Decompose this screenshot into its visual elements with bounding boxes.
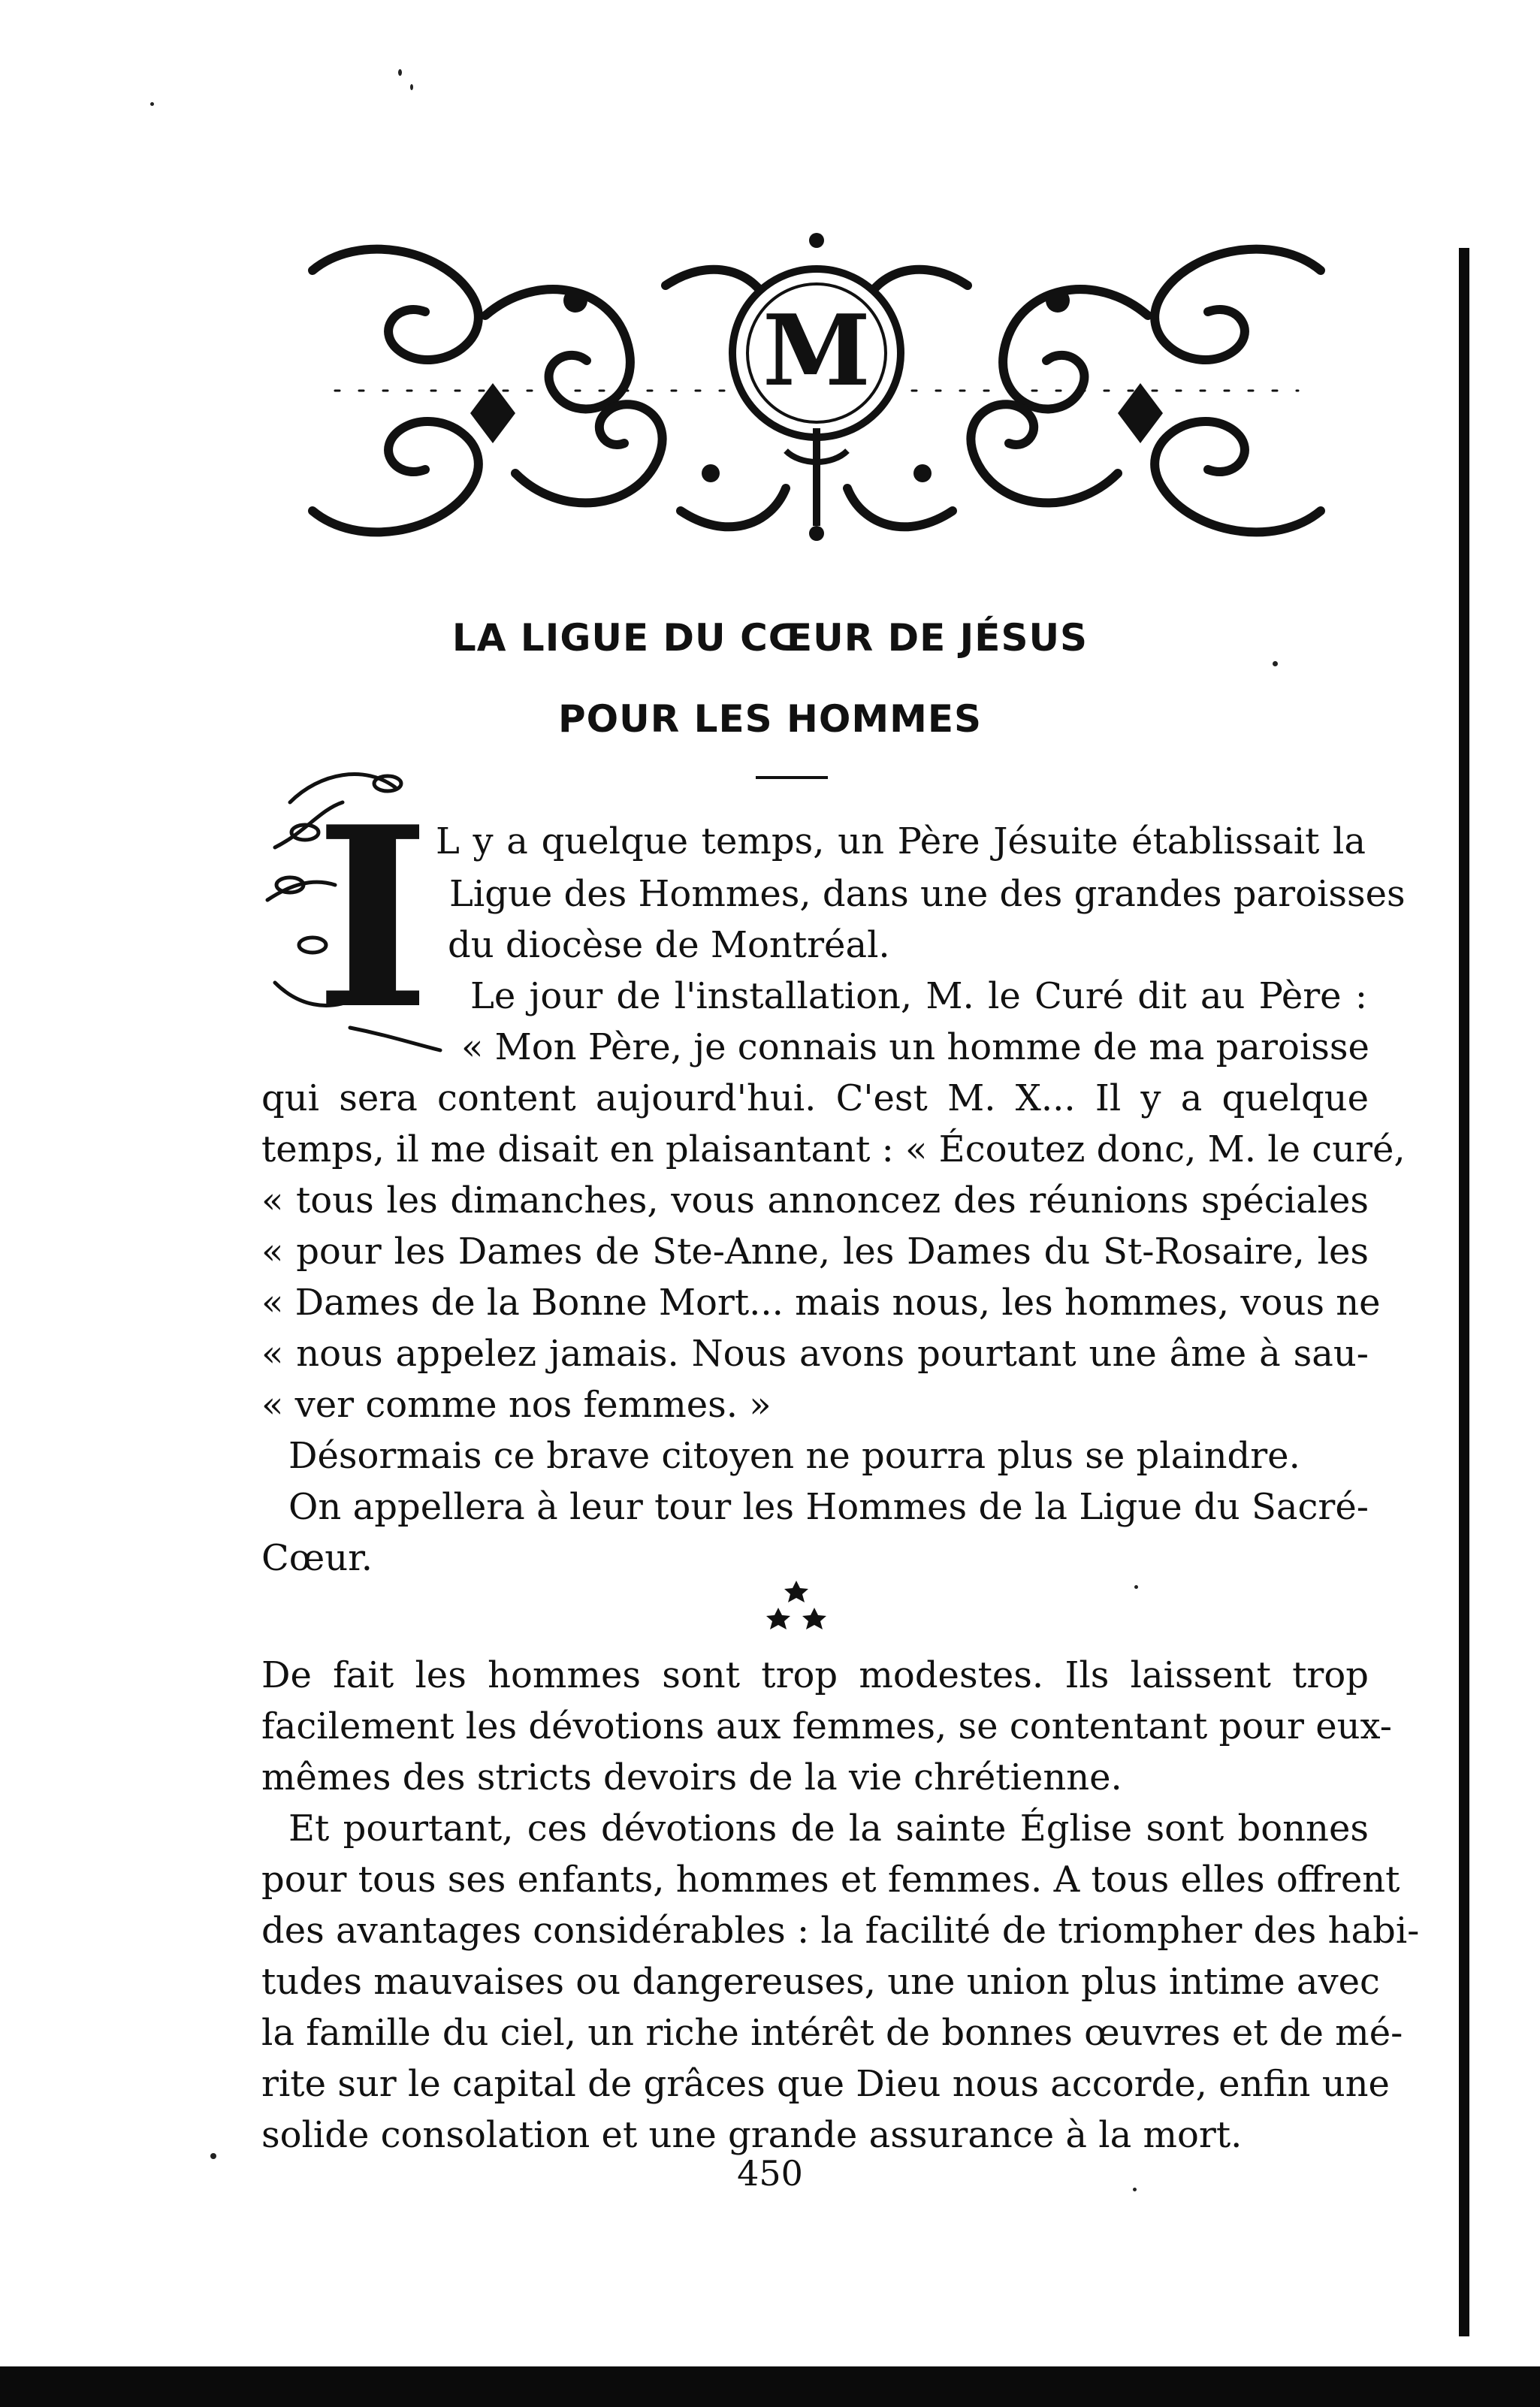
text-line: qui sera content aujourd'hui. C'est M. X... Il y a quelque — [261, 1077, 1369, 1119]
chapter-title-line2: POUR LES HOMMES — [557, 697, 983, 741]
text-line: « Dames de la Bonne Mort... mais nous, les hommes, vous ne — [261, 1282, 1381, 1324]
scan-speck — [410, 84, 413, 90]
text-line: « pour les Dames de Ste-Anne, les Dames du St-Rosaire, les — [261, 1231, 1369, 1273]
text-line: tudes mauvaises ou dangereuses, une union plus intime avec — [261, 1961, 1380, 2003]
text-line: pour tous ses enfants, hommes et femmes. A tous elles offrent — [261, 1859, 1400, 1901]
text-line: L y a quelque temps, un Père Jésuite établissait la — [436, 820, 1366, 862]
text-line: temps, il me disait en plaisantant : « Écoutez donc, M. le curé, — [261, 1128, 1406, 1170]
text-line: « Mon Père, je connais un homme de ma paroisse — [461, 1026, 1369, 1068]
text-line: du diocèse de Montréal. — [448, 924, 890, 966]
text-line: On appellera à leur tour les Hommes de la Ligue du Sacré- — [288, 1486, 1369, 1528]
scan-speck — [1273, 661, 1278, 666]
page-number: 450 — [737, 2153, 803, 2194]
text-line: Désormais ce brave citoyen ne pourra plus se plaindre. — [288, 1435, 1300, 1477]
text-line: des avantages considérables : la facilité de triompher des habi- — [261, 1910, 1420, 1952]
text-line: « tous les dimanches, vous annoncez des réunions spéciales — [261, 1179, 1369, 1222]
scan-speck — [1134, 1585, 1138, 1589]
text-line: rite sur le capital de grâces que Dieu nous accorde, enfin une — [261, 2063, 1390, 2105]
page-bottom-shadow — [0, 2366, 1540, 2407]
text-line: Ligue des Hommes, dans une des grandes paroisses — [449, 873, 1406, 915]
asterism-separator — [766, 1576, 826, 1636]
ornamental-headpiece — [290, 225, 1343, 556]
text-line: Cœur. — [261, 1537, 373, 1579]
text-line: solide consolation et une grande assurance à la mort. — [261, 2114, 1243, 2156]
page-edge-shadow — [1459, 248, 1469, 2336]
text-line: Et pourtant, ces dévotions de la sainte Église sont bonnes — [288, 1808, 1369, 1850]
scan-speck — [150, 102, 154, 106]
title-rule — [756, 776, 828, 779]
monogram-letter: M — [762, 293, 871, 408]
text-line: facilement les dévotions aux femmes, se contentant pour eux- — [261, 1705, 1392, 1747]
monogram-medallion — [732, 269, 901, 526]
drop-cap-letter: I — [314, 772, 431, 1058]
text-line: mêmes des stricts devoirs de la vie chrétienne. — [261, 1756, 1122, 1798]
text-line: la famille du ciel, un riche intérêt de bonnes œuvres et de mé- — [261, 2012, 1403, 2054]
chapter-title-line1: LA LIGUE DU CŒUR DE JÉSUS — [451, 616, 1089, 660]
text-line: « nous appelez jamais. Nous avons pourtant une âme à sau- — [261, 1333, 1369, 1375]
text-line: De fait les hommes sont trop modestes. Ils laissent trop — [261, 1654, 1369, 1696]
text-line: Le jour de l'installation, M. le Curé dit au Père : — [470, 975, 1367, 1017]
decorated-drop-cap — [260, 757, 448, 1058]
scan-speck — [398, 69, 402, 76]
text-line: « ver comme nos femmes. » — [261, 1384, 772, 1426]
